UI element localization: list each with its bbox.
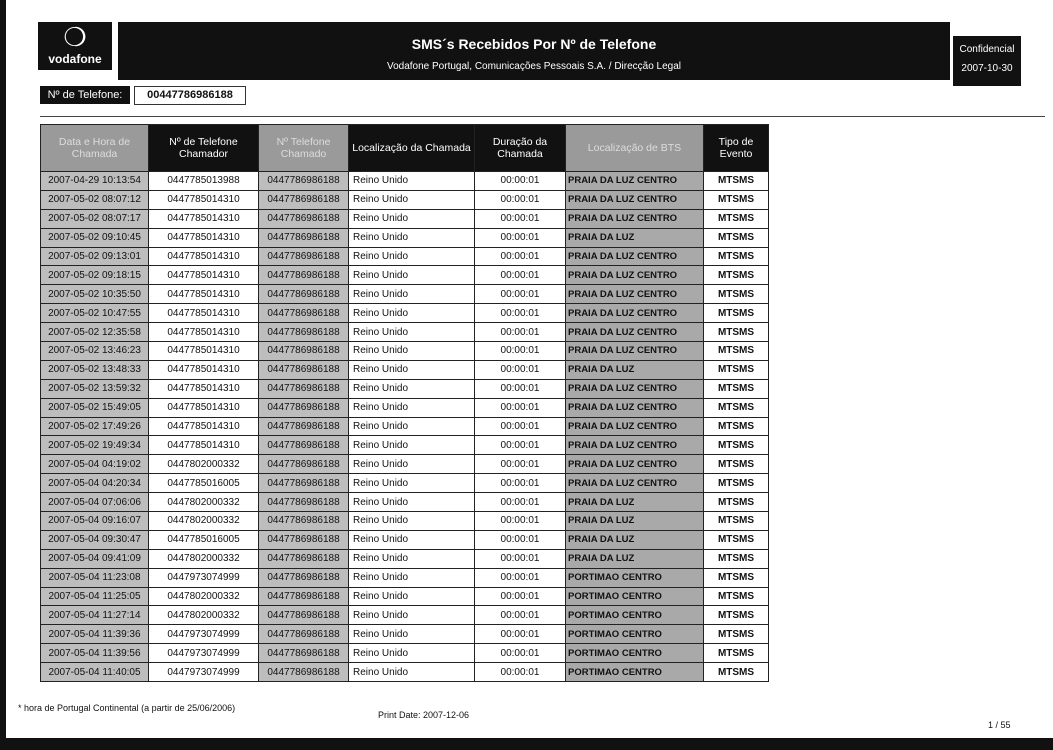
cell-duration: 00:00:01	[475, 663, 566, 682]
cell-caller: 0447785014310	[149, 417, 259, 436]
cell-event-type: MTSMS	[704, 474, 769, 493]
table-row	[41, 247, 769, 266]
cell-datetime: 2007-04-29 10:13:54	[41, 172, 149, 191]
cell-called: 0447786986188	[259, 304, 349, 323]
table-row	[41, 209, 769, 228]
cell-duration: 00:00:01	[475, 493, 566, 512]
cell-called: 0447786986188	[259, 625, 349, 644]
cell-bts: PRAIA DA LUZ CENTRO	[566, 190, 704, 209]
table-row	[41, 512, 769, 531]
cell-called: 0447786986188	[259, 228, 349, 247]
cell-bts: PORTIMAO CENTRO	[566, 587, 704, 606]
cell-called: 0447786986188	[259, 587, 349, 606]
cell-event-type: MTSMS	[704, 512, 769, 531]
cell-caller: 0447973074999	[149, 625, 259, 644]
cell-bts: PRAIA DA LUZ CENTRO	[566, 285, 704, 304]
cell-caller: 0447785014310	[149, 285, 259, 304]
col-header-caller: Nº de Telefone Chamador	[149, 125, 259, 172]
cell-caller: 0447973074999	[149, 568, 259, 587]
cell-caller: 0447785014310	[149, 436, 259, 455]
table-row	[41, 644, 769, 663]
cell-duration: 00:00:01	[475, 228, 566, 247]
cell-bts: PRAIA DA LUZ	[566, 360, 704, 379]
cell-location: Reino Unido	[349, 568, 475, 587]
cell-called: 0447786986188	[259, 644, 349, 663]
cell-datetime: 2007-05-02 19:49:34	[41, 436, 149, 455]
cell-location: Reino Unido	[349, 512, 475, 531]
cell-event-type: MTSMS	[704, 663, 769, 682]
cell-datetime: 2007-05-02 17:49:26	[41, 417, 149, 436]
cell-event-type: MTSMS	[704, 209, 769, 228]
cell-location: Reino Unido	[349, 530, 475, 549]
cell-bts: PRAIA DA LUZ CENTRO	[566, 436, 704, 455]
cell-location: Reino Unido	[349, 172, 475, 191]
cell-datetime: 2007-05-04 11:40:05	[41, 663, 149, 682]
cell-caller: 0447802000332	[149, 493, 259, 512]
cell-location: Reino Unido	[349, 493, 475, 512]
cell-bts: PRAIA DA LUZ	[566, 493, 704, 512]
cell-bts: PORTIMAO CENTRO	[566, 568, 704, 587]
cell-location: Reino Unido	[349, 474, 475, 493]
cell-datetime: 2007-05-04 07:06:06	[41, 493, 149, 512]
table-row	[41, 455, 769, 474]
table-row	[41, 417, 769, 436]
cell-bts: PRAIA DA LUZ CENTRO	[566, 266, 704, 285]
cell-called: 0447786986188	[259, 606, 349, 625]
cell-event-type: MTSMS	[704, 342, 769, 361]
cell-duration: 00:00:01	[475, 379, 566, 398]
cell-datetime: 2007-05-02 09:13:01	[41, 247, 149, 266]
cell-caller: 0447802000332	[149, 455, 259, 474]
cell-duration: 00:00:01	[475, 587, 566, 606]
cell-bts: PRAIA DA LUZ CENTRO	[566, 323, 704, 342]
cell-location: Reino Unido	[349, 625, 475, 644]
scan-border-left	[0, 0, 6, 750]
cell-duration: 00:00:01	[475, 398, 566, 417]
cell-called: 0447786986188	[259, 172, 349, 191]
cell-location: Reino Unido	[349, 323, 475, 342]
cell-event-type: MTSMS	[704, 379, 769, 398]
table-row	[41, 606, 769, 625]
divider	[40, 116, 1045, 117]
cell-caller: 0447785014310	[149, 398, 259, 417]
phone-value: 00447786986188	[134, 86, 246, 105]
cell-bts: PRAIA DA LUZ CENTRO	[566, 379, 704, 398]
cell-location: Reino Unido	[349, 285, 475, 304]
cell-datetime: 2007-05-04 04:19:02	[41, 455, 149, 474]
table-row	[41, 549, 769, 568]
cell-called: 0447786986188	[259, 398, 349, 417]
cell-location: Reino Unido	[349, 398, 475, 417]
cell-duration: 00:00:01	[475, 455, 566, 474]
cell-caller: 0447785014310	[149, 228, 259, 247]
cell-called: 0447786986188	[259, 663, 349, 682]
sms-table	[40, 124, 769, 682]
cell-event-type: MTSMS	[704, 417, 769, 436]
cell-duration: 00:00:01	[475, 247, 566, 266]
cell-datetime: 2007-05-04 04:20:34	[41, 474, 149, 493]
cell-event-type: MTSMS	[704, 644, 769, 663]
cell-datetime: 2007-05-02 15:49:05	[41, 398, 149, 417]
cell-called: 0447786986188	[259, 266, 349, 285]
cell-caller: 0447802000332	[149, 512, 259, 531]
cell-datetime: 2007-05-04 11:25:05	[41, 587, 149, 606]
cell-event-type: MTSMS	[704, 360, 769, 379]
cell-event-type: MTSMS	[704, 228, 769, 247]
cell-called: 0447786986188	[259, 530, 349, 549]
cell-called: 0447786986188	[259, 209, 349, 228]
cell-datetime: 2007-05-02 13:46:23	[41, 342, 149, 361]
table-header-row	[41, 125, 769, 172]
cell-bts: PORTIMAO CENTRO	[566, 663, 704, 682]
cell-caller: 0447785016005	[149, 474, 259, 493]
cell-bts: PRAIA DA LUZ	[566, 549, 704, 568]
cell-duration: 00:00:01	[475, 266, 566, 285]
cell-duration: 00:00:01	[475, 568, 566, 587]
table-row	[41, 304, 769, 323]
cell-event-type: MTSMS	[704, 247, 769, 266]
cell-called: 0447786986188	[259, 247, 349, 266]
table-row	[41, 190, 769, 209]
cell-duration: 00:00:01	[475, 512, 566, 531]
table-row	[41, 436, 769, 455]
cell-event-type: MTSMS	[704, 455, 769, 474]
cell-caller: 0447785016005	[149, 530, 259, 549]
cell-called: 0447786986188	[259, 512, 349, 531]
cell-bts: PORTIMAO CENTRO	[566, 606, 704, 625]
page-title: SMS´s Recebidos Por Nº de Telefone	[411, 36, 657, 52]
cell-location: Reino Unido	[349, 379, 475, 398]
cell-location: Reino Unido	[349, 436, 475, 455]
table-row	[41, 379, 769, 398]
cell-duration: 00:00:01	[475, 417, 566, 436]
cell-caller: 0447802000332	[149, 587, 259, 606]
cell-duration: 00:00:01	[475, 625, 566, 644]
table-row	[41, 530, 769, 549]
table-row	[41, 228, 769, 247]
title-banner	[118, 22, 950, 80]
col-header-bts: Localização de BTS	[566, 125, 704, 172]
cell-datetime: 2007-05-04 11:39:36	[41, 625, 149, 644]
cell-bts: PRAIA DA LUZ	[566, 512, 704, 531]
cell-called: 0447786986188	[259, 342, 349, 361]
col-header-event-type: Tipo de Evento	[704, 125, 769, 172]
page-number: 1 / 55	[988, 720, 1011, 730]
cell-datetime: 2007-05-02 13:59:32	[41, 379, 149, 398]
cell-duration: 00:00:01	[475, 474, 566, 493]
cell-datetime: 2007-05-04 09:41:09	[41, 549, 149, 568]
cell-location: Reino Unido	[349, 360, 475, 379]
table-row	[41, 625, 769, 644]
cell-bts: PRAIA DA LUZ CENTRO	[566, 304, 704, 323]
cell-datetime: 2007-05-04 09:16:07	[41, 512, 149, 531]
cell-bts: PRAIA DA LUZ	[566, 228, 704, 247]
cell-location: Reino Unido	[349, 587, 475, 606]
cell-event-type: MTSMS	[704, 625, 769, 644]
cell-caller: 0447973074999	[149, 644, 259, 663]
cell-called: 0447786986188	[259, 568, 349, 587]
vodafone-logo	[38, 22, 112, 70]
cell-duration: 00:00:01	[475, 360, 566, 379]
cell-bts: PRAIA DA LUZ CENTRO	[566, 247, 704, 266]
cell-called: 0447786986188	[259, 323, 349, 342]
print-date: Print Date: 2007-12-06	[378, 710, 470, 720]
cell-event-type: MTSMS	[704, 436, 769, 455]
cell-caller: 0447785014310	[149, 190, 259, 209]
table-row	[41, 568, 769, 587]
confidential-label: Confidencial	[959, 44, 1015, 55]
cell-location: Reino Unido	[349, 663, 475, 682]
report-date: 2007-10-30	[961, 63, 1013, 74]
cell-event-type: MTSMS	[704, 323, 769, 342]
cell-bts: PRAIA DA LUZ CENTRO	[566, 398, 704, 417]
cell-duration: 00:00:01	[475, 342, 566, 361]
cell-bts: PORTIMAO CENTRO	[566, 644, 704, 663]
cell-called: 0447786986188	[259, 436, 349, 455]
cell-datetime: 2007-05-02 08:07:12	[41, 190, 149, 209]
cell-datetime: 2007-05-02 10:47:55	[41, 304, 149, 323]
cell-caller: 0447785014310	[149, 323, 259, 342]
cell-caller: 0447973074999	[149, 663, 259, 682]
cell-event-type: MTSMS	[704, 587, 769, 606]
cell-datetime: 2007-05-04 09:30:47	[41, 530, 149, 549]
table-row	[41, 285, 769, 304]
cell-duration: 00:00:01	[475, 323, 566, 342]
cell-location: Reino Unido	[349, 644, 475, 663]
cell-bts: PRAIA DA LUZ CENTRO	[566, 474, 704, 493]
vodafone-speechmark-icon: ❍	[63, 22, 87, 52]
cell-called: 0447786986188	[259, 493, 349, 512]
cell-bts: PRAIA DA LUZ	[566, 530, 704, 549]
cell-location: Reino Unido	[349, 190, 475, 209]
brand-name: vodafone	[48, 52, 102, 66]
table-row	[41, 342, 769, 361]
cell-caller: 0447785014310	[149, 360, 259, 379]
cell-duration: 00:00:01	[475, 606, 566, 625]
cell-event-type: MTSMS	[704, 530, 769, 549]
cell-location: Reino Unido	[349, 304, 475, 323]
cell-datetime: 2007-05-02 13:48:33	[41, 360, 149, 379]
cell-datetime: 2007-05-04 11:39:56	[41, 644, 149, 663]
table-row	[41, 587, 769, 606]
cell-called: 0447786986188	[259, 549, 349, 568]
table-row	[41, 663, 769, 682]
cell-duration: 00:00:01	[475, 209, 566, 228]
cell-bts: PRAIA DA LUZ CENTRO	[566, 172, 704, 191]
cell-caller: 0447785014310	[149, 342, 259, 361]
phone-label: Nº de Telefone:	[40, 86, 130, 104]
col-header-location: Localização da Chamada	[349, 125, 475, 172]
cell-called: 0447786986188	[259, 190, 349, 209]
table-row	[41, 398, 769, 417]
cell-datetime: 2007-05-02 12:35:58	[41, 323, 149, 342]
cell-event-type: MTSMS	[704, 190, 769, 209]
cell-caller: 0447785014310	[149, 209, 259, 228]
cell-called: 0447786986188	[259, 379, 349, 398]
cell-called: 0447786986188	[259, 417, 349, 436]
cell-event-type: MTSMS	[704, 266, 769, 285]
cell-datetime: 2007-05-02 10:35:50	[41, 285, 149, 304]
cell-location: Reino Unido	[349, 549, 475, 568]
table-row	[41, 360, 769, 379]
cell-bts: PRAIA DA LUZ CENTRO	[566, 455, 704, 474]
cell-bts: PRAIA DA LUZ CENTRO	[566, 417, 704, 436]
cell-event-type: MTSMS	[704, 606, 769, 625]
cell-bts: PRAIA DA LUZ CENTRO	[566, 342, 704, 361]
cell-datetime: 2007-05-02 08:07:17	[41, 209, 149, 228]
col-header-duration: Duração da Chamada	[475, 125, 566, 172]
cell-duration: 00:00:01	[475, 530, 566, 549]
table-row	[41, 323, 769, 342]
cell-called: 0447786986188	[259, 285, 349, 304]
cell-duration: 00:00:01	[475, 304, 566, 323]
cell-duration: 00:00:01	[475, 549, 566, 568]
cell-location: Reino Unido	[349, 228, 475, 247]
col-header-called: Nº Telefone Chamado	[259, 125, 349, 172]
cell-called: 0447786986188	[259, 360, 349, 379]
cell-location: Reino Unido	[349, 266, 475, 285]
cell-location: Reino Unido	[349, 455, 475, 474]
cell-datetime: 2007-05-04 11:27:14	[41, 606, 149, 625]
cell-event-type: MTSMS	[704, 493, 769, 512]
cell-location: Reino Unido	[349, 606, 475, 625]
cell-location: Reino Unido	[349, 209, 475, 228]
cell-duration: 00:00:01	[475, 172, 566, 191]
cell-event-type: MTSMS	[704, 398, 769, 417]
cell-caller: 0447785014310	[149, 379, 259, 398]
cell-called: 0447786986188	[259, 455, 349, 474]
cell-location: Reino Unido	[349, 417, 475, 436]
cell-event-type: MTSMS	[704, 549, 769, 568]
cell-caller: 0447802000332	[149, 549, 259, 568]
cell-event-type: MTSMS	[704, 172, 769, 191]
cell-caller: 0447785014310	[149, 266, 259, 285]
cell-datetime: 2007-05-02 09:18:15	[41, 266, 149, 285]
cell-datetime: 2007-05-04 11:23:08	[41, 568, 149, 587]
cell-caller: 0447785013988	[149, 172, 259, 191]
page-subtitle: Vodafone Portugal, Comunicações Pessoais S.A. / Direcção Legal	[386, 61, 682, 72]
cell-bts: PORTIMAO CENTRO	[566, 625, 704, 644]
cell-caller: 0447785014310	[149, 304, 259, 323]
cell-caller: 0447785014310	[149, 247, 259, 266]
table-row	[41, 474, 769, 493]
cell-event-type: MTSMS	[704, 304, 769, 323]
table-row	[41, 493, 769, 512]
scan-border-bottom	[0, 738, 1053, 750]
cell-duration: 00:00:01	[475, 285, 566, 304]
cell-duration: 00:00:01	[475, 190, 566, 209]
cell-called: 0447786986188	[259, 474, 349, 493]
cell-duration: 00:00:01	[475, 644, 566, 663]
cell-event-type: MTSMS	[704, 568, 769, 587]
cell-bts: PRAIA DA LUZ CENTRO	[566, 209, 704, 228]
cell-location: Reino Unido	[349, 342, 475, 361]
cell-datetime: 2007-05-02 09:10:45	[41, 228, 149, 247]
cell-location: Reino Unido	[349, 247, 475, 266]
col-header-datetime: Data e Hora de Chamada	[41, 125, 149, 172]
cell-caller: 0447802000332	[149, 606, 259, 625]
table-row	[41, 266, 769, 285]
footnote: * hora de Portugal Continental (a partir de 25/06/2006)	[18, 703, 236, 713]
cell-event-type: MTSMS	[704, 285, 769, 304]
confidential-box	[953, 36, 1021, 86]
cell-duration: 00:00:01	[475, 436, 566, 455]
table-row	[41, 172, 769, 191]
